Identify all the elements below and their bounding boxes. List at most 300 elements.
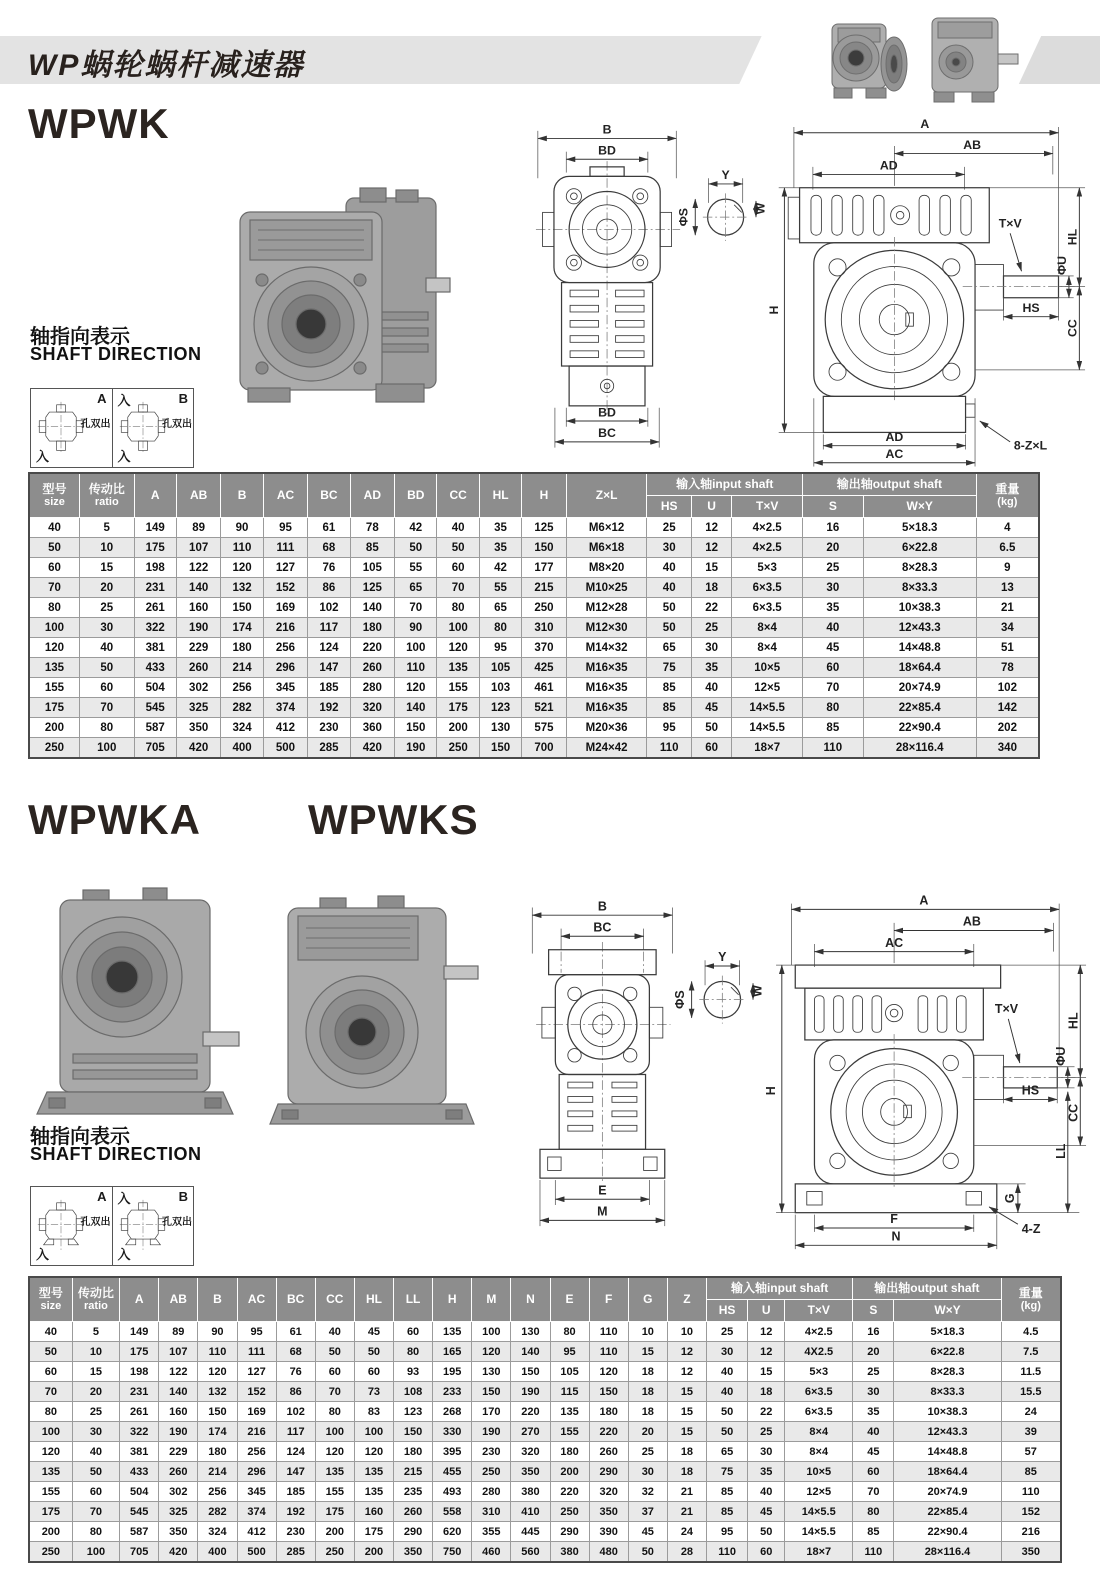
col-header: W×Y [863,496,976,518]
table-row [29,1542,1061,1563]
table-cell: 587 [134,718,176,738]
table-cell: 280 [350,678,394,698]
table-cell: 20 [853,1342,894,1362]
table-cell: 198 [120,1362,159,1382]
table-cell: 425 [522,658,566,678]
table-cell: 103 [479,678,521,698]
col-header-ratio: 传动比 ratio [72,1277,119,1322]
table-cell: 90 [198,1322,237,1342]
table-cell: 214 [221,658,263,678]
dim-label-phis: ΦS [676,207,691,227]
table-cell: 325 [159,1502,198,1522]
col-group-output-shaft: 输出轴output shaft [803,473,977,496]
col-header: Z [667,1277,706,1322]
table-cell: 380 [550,1542,589,1563]
table-cell: 302 [159,1482,198,1502]
table-cell: 20×74.9 [894,1482,1001,1502]
table-cell: M16×35 [566,678,647,698]
table-cell: 90 [221,518,263,538]
table-cell: 80 [479,618,521,638]
dim-label-ad-top: AD [879,158,898,173]
table-cell: 21 [976,598,1039,618]
table-cell: 250 [29,1542,72,1563]
table-cell: 20 [803,538,864,558]
table-cell: 25 [628,1442,667,1462]
table-cell: 45 [628,1522,667,1542]
table-cell: 40 [707,1382,748,1402]
table-cell: 256 [198,1482,237,1502]
table-cell: 35 [691,658,731,678]
table-cell: 18 [748,1382,785,1402]
section-title-wpwks: WPWKS [308,796,479,843]
table-cell: 8×33.3 [863,578,976,598]
col-header: HS [647,496,691,518]
table-cell: 65 [395,578,437,598]
table-cell: 20 [628,1422,667,1442]
table-row [29,538,1039,558]
table-cell: 117 [308,618,350,638]
table-cell: 10 [628,1322,667,1342]
col-header: B [221,473,263,518]
table-cell: 150 [395,718,437,738]
table-cell: 120 [29,1442,72,1462]
wpwka-product-photo [25,882,250,1127]
dim-label-ad-bottom: AD [885,429,904,444]
table-cell: 16 [803,518,864,538]
hole-double-out-label: 孔双出 [162,1217,192,1228]
table-row [29,738,1039,759]
hole-double-out-label: 孔双出 [80,419,111,430]
table-cell: 10 [667,1322,706,1342]
table-cell: 15 [748,1362,785,1382]
dim-label-m: M [597,1204,608,1219]
col-header: AC [237,1277,276,1322]
table-cell: 320 [589,1482,628,1502]
table-cell: 180 [394,1442,433,1462]
col-header: N [511,1277,550,1322]
table-cell: 12 [748,1342,785,1362]
table-cell: 60 [29,558,79,578]
table-cell: 395 [433,1442,472,1462]
table-cell: 140 [395,698,437,718]
table-cell: 214 [198,1462,237,1482]
table-cell: 110 [589,1342,628,1362]
table-cell: 200 [550,1462,589,1482]
table-cell: 9 [976,558,1039,578]
table-cell: 200 [315,1522,354,1542]
table-cell: 140 [350,598,394,618]
table-cell: 250 [472,1462,511,1482]
table-cell: 310 [522,618,566,638]
table-cell: 12×43.3 [894,1422,1001,1442]
col-header: T×V [785,1300,853,1322]
table-cell: 28×116.4 [863,738,976,759]
table-cell: 445 [511,1522,550,1542]
table-cell: 6.5 [976,538,1039,558]
hole-double-out-label: 孔双出 [162,419,192,430]
table-cell: 455 [433,1462,472,1482]
table-cell: 13 [976,578,1039,598]
table-cell: 200 [437,718,479,738]
col-header: U [691,496,731,518]
table-cell: 135 [354,1482,393,1502]
table-cell: 15.5 [1001,1382,1061,1402]
table-cell: 15 [691,558,731,578]
table-cell: 140 [176,578,220,598]
table-cell: 230 [276,1522,315,1542]
table-cell: 5 [79,518,134,538]
table-cell: 545 [134,698,176,718]
table-cell: 86 [276,1382,315,1402]
table-cell: 39 [1001,1422,1061,1442]
shaft-direction-panel-a [31,389,112,467]
table-cell: 700 [522,738,566,759]
hole-double-out-label: 孔双出 [80,1217,111,1228]
table-cell: 202 [976,718,1039,738]
table-cell: 73 [354,1382,393,1402]
table-cell: 40 [79,638,134,658]
table-cell: 420 [350,738,394,759]
table-cell: 15 [667,1402,706,1422]
table-cell: 12 [691,538,731,558]
col-header: G [628,1277,667,1322]
table-cell: 130 [511,1322,550,1342]
table-cell: 322 [120,1422,159,1442]
table-cell: 40 [72,1442,119,1462]
table-row [29,578,1039,598]
table-cell: 30 [707,1342,748,1362]
shaft-direction-box [30,1186,194,1266]
col-header: H [433,1277,472,1322]
col-group-input-shaft: 输入轴input shaft [707,1277,853,1300]
table-cell: 412 [263,718,307,738]
table-cell: 190 [159,1422,198,1442]
table-cell: 50 [647,618,691,638]
table-cell: 15 [667,1422,706,1442]
table-cell: 42 [395,518,437,538]
table-cell: 110 [198,1342,237,1362]
table-cell: 150 [511,1362,550,1382]
table-cell: 107 [176,538,220,558]
table-cell: 521 [522,698,566,718]
table-cell: 135 [550,1402,589,1422]
table-cell: 70 [803,678,864,698]
table-cell: 5×3 [732,558,803,578]
table-cell: 4.5 [1001,1322,1061,1342]
table-cell: 260 [394,1502,433,1522]
table-cell: 110 [707,1542,748,1563]
table-cell: 100 [437,618,479,638]
table-cell: 4×2.5 [732,538,803,558]
table-cell: 132 [198,1382,237,1402]
table-cell: 75 [647,658,691,678]
table-cell: 160 [354,1502,393,1522]
table-cell: 80 [394,1342,433,1362]
table-cell: 350 [394,1542,433,1563]
table-cell: 15 [72,1362,119,1382]
table-cell: 111 [263,538,307,558]
table-row [29,1522,1061,1542]
table-cell: 50 [647,598,691,618]
wpwka-wpwks-dimensions-table [28,1276,1062,1563]
col-header: BC [276,1277,315,1322]
page-title: WP蜗轮蜗杆减速器 [28,49,305,82]
table-cell: 68 [276,1342,315,1362]
table-cell: 57 [1001,1442,1061,1462]
table-cell: 215 [522,578,566,598]
col-header: T×V [732,496,803,518]
table-cell: 120 [589,1362,628,1382]
table-cell: 85 [707,1502,748,1522]
table-cell: 37 [628,1502,667,1522]
col-header: AB [159,1277,198,1322]
table-cell: 256 [221,678,263,698]
table-cell: 124 [276,1442,315,1462]
table-cell: 80 [853,1502,894,1522]
table-cell: 461 [522,678,566,698]
table-cell: 45 [853,1442,894,1462]
wpwk-product-photo [228,182,453,414]
dim-label-phis: ΦS [672,990,687,1009]
shaft-direction-panel-a [31,1187,112,1265]
dim-label-e: E [598,1183,607,1198]
table-cell: 125 [350,578,394,598]
col-header: U [748,1300,785,1322]
table-cell: 185 [308,678,350,698]
table-cell: 89 [159,1322,198,1342]
dim-label-b: B [597,899,607,914]
table-cell: 105 [550,1362,589,1382]
table-cell: 147 [276,1462,315,1482]
table-cell: 15 [628,1342,667,1362]
table-cell: 22 [748,1402,785,1422]
table-cell: 50 [691,718,731,738]
table-cell: 40 [691,678,731,698]
table-cell: 22×90.4 [863,718,976,738]
dim-label-h: H [766,305,781,315]
table-cell: 50 [315,1342,354,1362]
table-cell: 135 [437,658,479,678]
table-cell: 70 [395,598,437,618]
table-cell: 30 [748,1442,785,1462]
table-cell: 45 [748,1502,785,1522]
table-cell: 4×2.5 [732,518,803,538]
table-cell: 374 [237,1502,276,1522]
table-cell: 25 [803,558,864,578]
table-row [29,618,1039,638]
table-cell: 110 [1001,1482,1061,1502]
table-cell: 30 [628,1462,667,1482]
table-cell: 190 [511,1382,550,1402]
table-cell: 290 [550,1522,589,1542]
table-cell: 120 [437,638,479,658]
table-cell: 60 [853,1462,894,1482]
table-cell: 150 [589,1382,628,1402]
table-cell: 80 [803,698,864,718]
dim-label-hl: HL [1065,228,1080,246]
table-cell: 70 [79,698,134,718]
table-cell: 575 [522,718,566,738]
table-cell: 5×18.3 [863,518,976,538]
table-cell: 5×18.3 [894,1322,1001,1342]
table-cell: 18×7 [785,1542,853,1563]
dim-label-txv: T×V [994,1002,1019,1017]
table-cell: 390 [589,1522,628,1542]
table-cell: 6×22.8 [894,1342,1001,1362]
table-cell: 76 [276,1362,315,1382]
dim-label-b: B [602,122,612,137]
table-cell: 60 [437,558,479,578]
table-cell: 40 [315,1322,354,1342]
table-cell: 195 [433,1362,472,1382]
table-cell: 6×3.5 [732,578,803,598]
table-cell: 22×85.4 [863,698,976,718]
table-cell: 80 [29,1402,72,1422]
table-cell: 170 [472,1402,511,1422]
table-cell: 16 [853,1322,894,1342]
dim-label-cc: CC [1065,319,1080,337]
table-cell: 15 [667,1382,706,1402]
table-cell: 400 [198,1542,237,1563]
col-header-weight: 重量 (kg) [976,473,1039,518]
table-cell: 282 [198,1502,237,1522]
table-cell: 433 [120,1462,159,1482]
table-cell: 480 [589,1542,628,1563]
table-cell: 350 [176,718,220,738]
table-cell: 14×48.8 [863,638,976,658]
table-cell: 18×64.4 [894,1462,1001,1482]
table-cell: 324 [198,1522,237,1542]
col-header-size: 型号 size [29,1277,72,1322]
dim-label-8zxl: 8-Z×L [1013,438,1048,453]
table-cell: 21 [667,1482,706,1502]
table-cell: 8×4 [785,1422,853,1442]
table-cell: 40 [29,518,79,538]
table-cell: 25 [79,598,134,618]
table-cell: 10×38.3 [894,1402,1001,1422]
table-row [29,1402,1061,1422]
panel-b-label: B [178,1189,188,1204]
table-cell: 85 [803,718,864,738]
table-cell: 504 [134,678,176,698]
table-cell: 310 [472,1502,511,1522]
shaft-direction-title-zh: 轴指向表示 [30,326,130,348]
table-cell: 152 [1001,1502,1061,1522]
table-cell: 215 [394,1462,433,1482]
table-cell: 61 [276,1322,315,1342]
table-cell: 18 [667,1462,706,1482]
section-title-wpwka: WPWKA [28,796,201,843]
table-cell: 70 [315,1382,354,1402]
table-cell: 260 [350,658,394,678]
table-cell: 160 [159,1402,198,1422]
table-cell: 12 [667,1362,706,1382]
col-header: M [472,1277,511,1322]
table-cell: 125 [522,518,566,538]
table-cell: 345 [263,678,307,698]
panel-a-label: A [97,391,107,406]
table-row [29,638,1039,658]
input-direction-label: 入 [117,449,131,464]
dim-label-n: N [891,1229,901,1244]
col-group-output-shaft: 输出轴output shaft [853,1277,1001,1300]
table-cell: 130 [479,718,521,738]
table-cell: 60 [803,658,864,678]
table-cell: 95 [550,1342,589,1362]
table-cell: 302 [176,678,220,698]
col-header: HL [354,1277,393,1322]
table-cell: 200 [29,1522,72,1542]
dim-label-phiu: ΦU [1055,255,1070,275]
dim-label-bc: BC [593,920,612,935]
table-cell: 180 [198,1442,237,1462]
table-cell: 149 [134,518,176,538]
dim-label-hs: HS [1021,1083,1040,1098]
col-header: AD [350,473,394,518]
shaft-direction-panel-b [112,389,194,467]
table-cell: 30 [72,1422,119,1442]
table-cell: 175 [315,1502,354,1522]
dim-label-4z: 4-Z [1021,1221,1041,1236]
table-cell: 130 [472,1362,511,1382]
table-cell: 235 [394,1482,433,1502]
table-row [29,678,1039,698]
table-cell: 296 [237,1462,276,1482]
col-header: CC [315,1277,354,1322]
table-cell: 198 [134,558,176,578]
table-cell: 261 [134,598,176,618]
table-cell: 705 [134,738,176,759]
dim-label-txv: T×V [998,216,1022,231]
table-row [29,1322,1061,1342]
table-cell: 55 [479,578,521,598]
table-cell: 10×5 [785,1462,853,1482]
table-cell: 14×5.5 [785,1502,853,1522]
table-row [29,1502,1061,1522]
wpwk-technical-drawing [498,112,1086,474]
table-cell: 12×43.3 [863,618,976,638]
table-cell: 102 [976,678,1039,698]
table-cell: 70 [853,1482,894,1502]
table-cell: 220 [350,638,394,658]
table-cell: 180 [589,1402,628,1422]
table-cell: M6×12 [566,518,647,538]
table-cell: 20×74.9 [863,678,976,698]
input-direction-label: 入 [117,1247,131,1262]
col-header: S [803,496,864,518]
col-header: S [853,1300,894,1322]
table-cell: 120 [354,1442,393,1462]
table-cell: 40 [437,518,479,538]
table-cell: 40 [29,1322,72,1342]
table-cell: 35 [853,1402,894,1422]
table-cell: 355 [472,1522,511,1542]
table-cell: 85 [647,678,691,698]
table-cell: 25 [691,618,731,638]
table-cell: 25 [647,518,691,538]
table-cell: 381 [120,1442,159,1462]
table-cell: M14×32 [566,638,647,658]
table-cell: 750 [433,1542,472,1563]
table-cell: 135 [354,1462,393,1482]
table-cell: 105 [479,658,521,678]
dim-label-phiu: ΦU [1053,1046,1068,1066]
table-cell: 500 [263,738,307,759]
table-cell: 6×22.8 [863,538,976,558]
table-cell: 620 [433,1522,472,1542]
table-cell: 80 [315,1402,354,1422]
col-header-ratio: 传动比 ratio [79,473,134,518]
